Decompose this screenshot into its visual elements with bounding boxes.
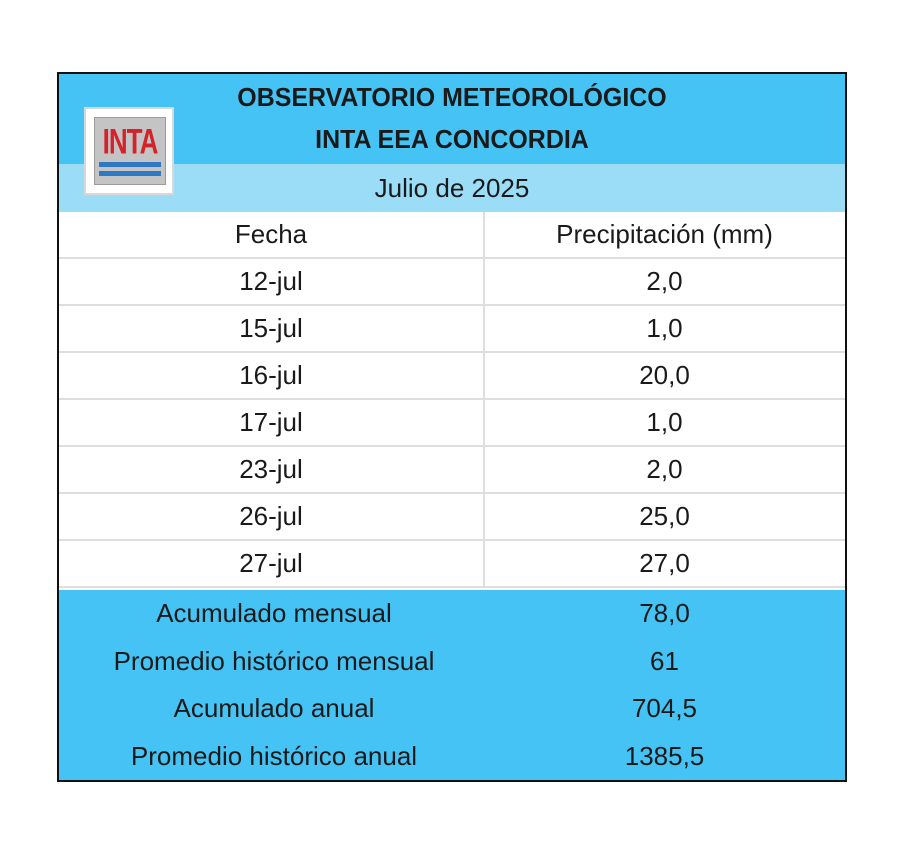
summary-label: Promedio histórico anual xyxy=(130,740,418,771)
summary-row xyxy=(59,733,845,781)
precipitation-cell: 20,0 xyxy=(639,360,690,390)
logo-stripe-icon xyxy=(99,162,161,167)
table-row xyxy=(59,447,845,494)
table-row xyxy=(59,494,845,541)
precipitation-cell: 1,0 xyxy=(646,313,683,343)
table-row xyxy=(59,353,845,400)
date-cell: 26-jul xyxy=(239,501,303,531)
summary-value: 704,5 xyxy=(631,693,698,723)
summary-label: Acumulado mensual xyxy=(156,598,392,628)
inta-logo xyxy=(84,107,174,195)
date-cell: 17-jul xyxy=(239,407,303,437)
precipitation-cell: 27,0 xyxy=(639,548,690,578)
table-row xyxy=(59,541,845,588)
date-cell: 12-jul xyxy=(239,266,303,296)
precipitation-cell: 25,0 xyxy=(639,501,690,531)
precipitation-cell: 2,0 xyxy=(646,454,683,484)
precipitation-cell: 1,0 xyxy=(646,407,683,437)
summary-row xyxy=(59,685,845,733)
summary-section xyxy=(59,590,845,780)
summary-row xyxy=(59,638,845,686)
column-header-precipitation: Precipitación (mm) xyxy=(556,219,773,249)
logo-stripe-icon xyxy=(99,171,161,176)
date-cell: 15-jul xyxy=(239,313,303,343)
date-cell: 27-jul xyxy=(239,548,303,578)
table-row xyxy=(59,306,845,353)
table-header-row xyxy=(59,212,845,259)
summary-value: 61 xyxy=(650,645,679,676)
summary-row xyxy=(59,590,845,638)
inta-logo-text: INTA xyxy=(102,121,158,162)
month-band xyxy=(59,164,845,212)
precipitation-cell: 2,0 xyxy=(646,266,683,296)
report-header xyxy=(59,74,845,164)
summary-value: 78,0 xyxy=(639,598,690,628)
table-row xyxy=(59,259,845,306)
summary-value: 1385,5 xyxy=(624,740,705,771)
rainfall-report-sheet xyxy=(57,72,847,782)
report-subtitle: INTA EEA CONCORDIA xyxy=(315,124,589,154)
date-cell: 16-jul xyxy=(239,360,303,390)
summary-label: Promedio histórico mensual xyxy=(113,645,435,676)
date-cell: 23-jul xyxy=(239,454,303,484)
inta-logo-badge xyxy=(94,117,166,185)
summary-label: Acumulado anual xyxy=(173,693,375,723)
table-row xyxy=(59,400,845,447)
precipitation-table xyxy=(59,212,845,588)
report-title: OBSERVATORIO METEOROLÓGICO xyxy=(237,82,667,112)
column-header-date: Fecha xyxy=(234,219,308,249)
month-label: Julio de 2025 xyxy=(374,173,530,203)
